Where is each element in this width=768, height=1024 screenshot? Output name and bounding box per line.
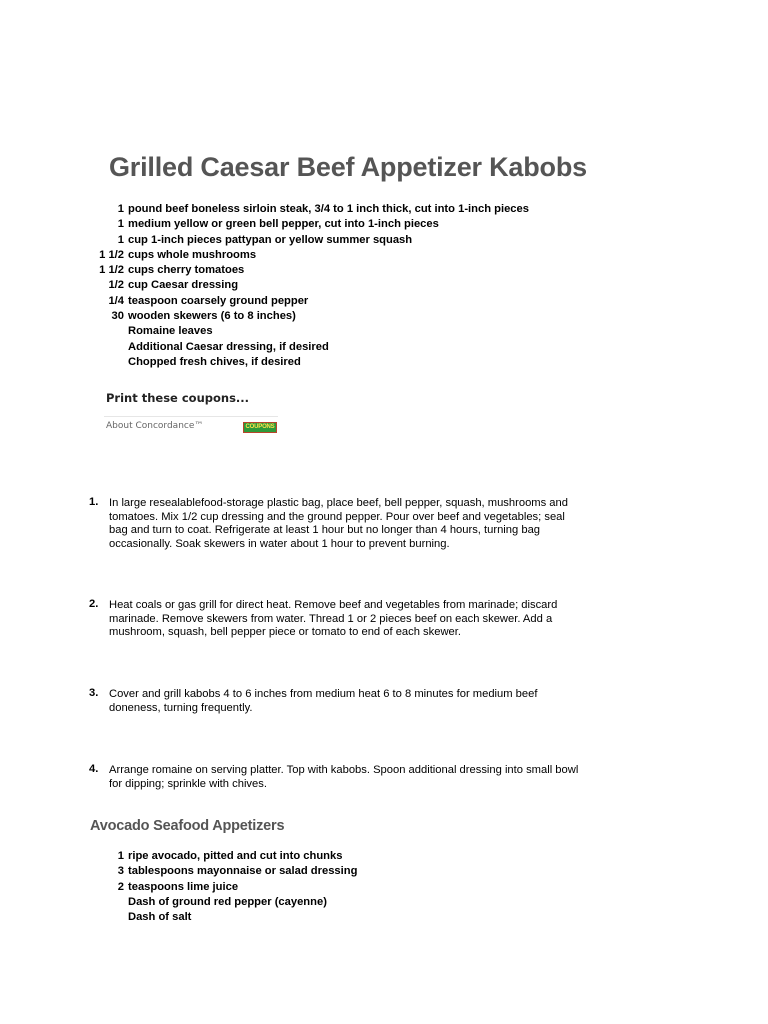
ingredient-row	[0, 294, 600, 309]
ingredient-quantity: 30	[111, 310, 124, 323]
ingredient-row	[0, 340, 600, 355]
ingredient-text: cups cherry tomatoes	[128, 264, 245, 277]
ingredient-text: Romaine leaves	[128, 325, 213, 338]
ingredient-quantity: 1/4	[108, 294, 124, 307]
ingredient-row	[0, 202, 600, 217]
step-text: In large resealablefood-storage plastic bag, place beef, bell pepper, squash, mushrooms and tomatoes. Mix 1/2 cup dressing and the ground pepper. Pour over beef and vegetables; seal bag and turn to coat. Refrigerate at least 1 hour but no longer than 4 hours, turning bag occasionally. Soak skewers in water about 1 hour to prevent burning.	[109, 497, 568, 550]
ingredient-row	[0, 217, 600, 232]
ingredient-text: Dash of salt	[128, 911, 192, 924]
ingredient-row	[0, 355, 600, 370]
ingredient-text: cup 1-inch pieces pattypan or yellow summer squash	[128, 233, 413, 246]
ingredient-text: teaspoons lime juice	[128, 880, 239, 893]
ingredient-row	[0, 895, 600, 910]
step-text: Arrange romaine on serving platter. Top with kabobs. Spoon additional dressing into small bowl for dipping; sprinkle with chives.	[109, 764, 579, 790]
ingredient-text: Additional Caesar dressing, if desired	[128, 340, 329, 353]
print-coupons-link[interactable]: Print these coupons...	[106, 391, 250, 405]
step-number: 4.	[89, 763, 99, 775]
ingredient-row	[0, 864, 600, 879]
ingredient-row	[0, 263, 600, 278]
ingredient-quantity: 1 1/2	[99, 264, 124, 277]
ingredient-text: Chopped fresh chives, if desired	[128, 355, 301, 368]
coupons-logo[interactable]: COUPONS	[243, 422, 277, 433]
about-concordance-link[interactable]: About Concordance™	[106, 421, 204, 431]
ingredient-quantity: 1	[117, 218, 124, 231]
ingredient-row	[0, 248, 600, 263]
ingredient-list-secondary	[0, 849, 600, 925]
ingredient-text: cups whole mushrooms	[128, 248, 257, 261]
recipe-title: Grilled Caesar Beef Appetizer Kabobs	[109, 152, 587, 182]
coupon-widget	[104, 386, 278, 438]
ingredient-quantity: 1	[117, 203, 124, 215]
step-number: 3.	[89, 687, 99, 699]
ingredient-text: wooden skewers (6 to 8 inches)	[128, 310, 296, 323]
divider	[104, 416, 278, 417]
ingredient-quantity: 2	[117, 880, 124, 893]
ingredient-quantity: 3	[117, 865, 124, 878]
ingredient-text: pound beef boneless sirloin steak, 3/4 to 1 inch thick, cut into 1-inch pieces	[128, 203, 529, 215]
ingredient-row	[0, 849, 600, 864]
ingredient-quantity: 1	[117, 233, 124, 246]
ingredient-row	[0, 278, 600, 293]
step-number: 1.	[89, 496, 99, 508]
step-number: 2.	[89, 598, 99, 610]
step-text: Cover and grill kabobs 4 to 6 inches from medium heat 6 to 8 minutes for medium beef doneness, turning frequently.	[109, 688, 538, 714]
ingredient-list	[0, 202, 600, 370]
ingredient-text: teaspoon coarsely ground pepper	[128, 294, 309, 307]
ingredient-text: medium yellow or green bell pepper, cut into 1-inch pieces	[128, 218, 439, 231]
ingredient-row	[0, 233, 600, 248]
ingredient-text: tablespoons mayonnaise or salad dressing	[128, 865, 358, 878]
ingredient-quantity: 1	[117, 850, 124, 862]
ingredient-text: ripe avocado, pitted and cut into chunks	[128, 850, 343, 862]
ingredient-row	[0, 309, 600, 324]
recipe-title-secondary: Avocado Seafood Appetizers	[90, 818, 285, 834]
ingredient-text: cup Caesar dressing	[128, 279, 239, 292]
ingredient-row	[0, 880, 600, 895]
ingredient-row	[0, 324, 600, 339]
ingredient-row	[0, 910, 600, 925]
ingredient-quantity: 1/2	[108, 279, 124, 292]
step-text: Heat coals or gas grill for direct heat. Remove beef and vegetables from marinade; discard marinade. Remove skewers from water. Thread 1 or 2 pieces beef on each skewer. Add a mushroom, squash, bell pepper piece or tomato to end of each skewer.	[109, 599, 558, 639]
ingredient-quantity: 1 1/2	[99, 248, 124, 261]
ingredient-text: Dash of ground red pepper (cayenne)	[128, 895, 327, 908]
